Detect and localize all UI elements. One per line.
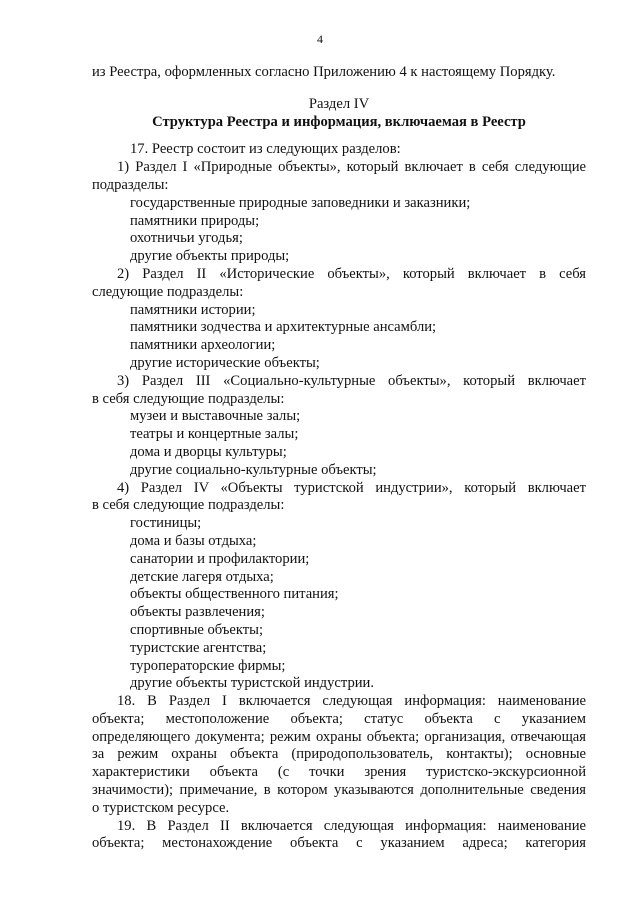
- list-item: театры и концертные залы;: [130, 426, 299, 443]
- list-item: объекты общественного питания;: [130, 586, 339, 603]
- paragraph-line: 19. В Раздел II включается следующая информация: наименование: [117, 817, 586, 834]
- list-item: гостиницы;: [130, 515, 202, 532]
- list-item: дома и дворцы культуры;: [130, 443, 287, 460]
- list-item: туроператорские фирмы;: [130, 657, 286, 674]
- paragraph-line: 2) Раздел II «Исторические объекты», который включает в себя: [117, 265, 586, 282]
- list-item: государственные природные заповедники и заказники;: [130, 194, 471, 211]
- list-item: памятники зодчества и архитектурные ансамбли;: [130, 319, 437, 336]
- paragraph-line: объекта; местонахождение объекта с указанием адреса; категория: [92, 835, 586, 852]
- list-item: другие объекты туристской индустрии.: [130, 675, 375, 692]
- page-number: 4: [317, 32, 323, 46]
- paragraph-line: определяющего документа; режим охраны объекта; организация, отвечающая: [92, 728, 586, 745]
- section-heading: Раздел IV: [308, 95, 370, 112]
- list-item: памятники природы;: [130, 212, 260, 229]
- list-item: музеи и выставочные залы;: [130, 408, 301, 425]
- list-item: спортивные объекты;: [130, 621, 264, 638]
- paragraph-line: о туристском ресурсе.: [92, 799, 230, 816]
- list-item: другие объекты природы;: [130, 248, 290, 265]
- paragraph-line: 3) Раздел III «Социально-культурные объекты», который включает: [117, 372, 586, 389]
- paragraph-line: в себя следующие подразделы:: [92, 497, 285, 514]
- paragraph-line: характеристики объекта (с точки зрения туристско-экскурсионной: [92, 764, 586, 781]
- list-item: туристские агентства;: [130, 639, 267, 656]
- paragraph-line: 4) Раздел IV «Объекты туристской индустрии», который включает: [117, 479, 586, 496]
- paragraph-line: из Реестра, оформленных согласно Приложению 4 к настоящему Порядку.: [92, 64, 556, 80]
- document-body: [92, 64, 586, 853]
- paragraph-line: в себя следующие подразделы:: [92, 390, 285, 407]
- list-item: памятники археологии;: [130, 337, 276, 354]
- paragraph-line: следующие подразделы:: [92, 283, 244, 300]
- list-item: дома и базы отдыха;: [130, 532, 257, 549]
- section-title: Структура Реестра и информация, включаемая в Реестр: [152, 113, 526, 130]
- paragraph-line: подразделы:: [92, 176, 169, 193]
- list-item: другие социально-культурные объекты;: [130, 461, 377, 478]
- paragraph-line: 1) Раздел I «Природные объекты», который включает в себя следующие: [117, 159, 586, 176]
- paragraph-line: за режим охраны объекта (природопользователь, контакты); основные: [92, 746, 586, 763]
- paragraph-line: 18. В Раздел I включается следующая информация: наименование: [117, 693, 586, 710]
- paragraph-line: объекта; местоположение объекта; статус объекта с указанием: [92, 710, 586, 727]
- list-item: памятники истории;: [130, 301, 256, 318]
- paragraph-line: значимости); примечание, в котором указываются дополнительные сведения: [92, 782, 586, 799]
- list-item: объекты развлечения;: [130, 604, 265, 621]
- paragraph-line: 17. Реестр состоит из следующих разделов:: [130, 141, 401, 158]
- list-item: детские лагеря отдыха;: [130, 568, 274, 585]
- list-item: санатории и профилактории;: [130, 550, 310, 567]
- list-item: охотничьи угодья;: [130, 230, 243, 247]
- list-item: другие исторические объекты;: [130, 354, 320, 371]
